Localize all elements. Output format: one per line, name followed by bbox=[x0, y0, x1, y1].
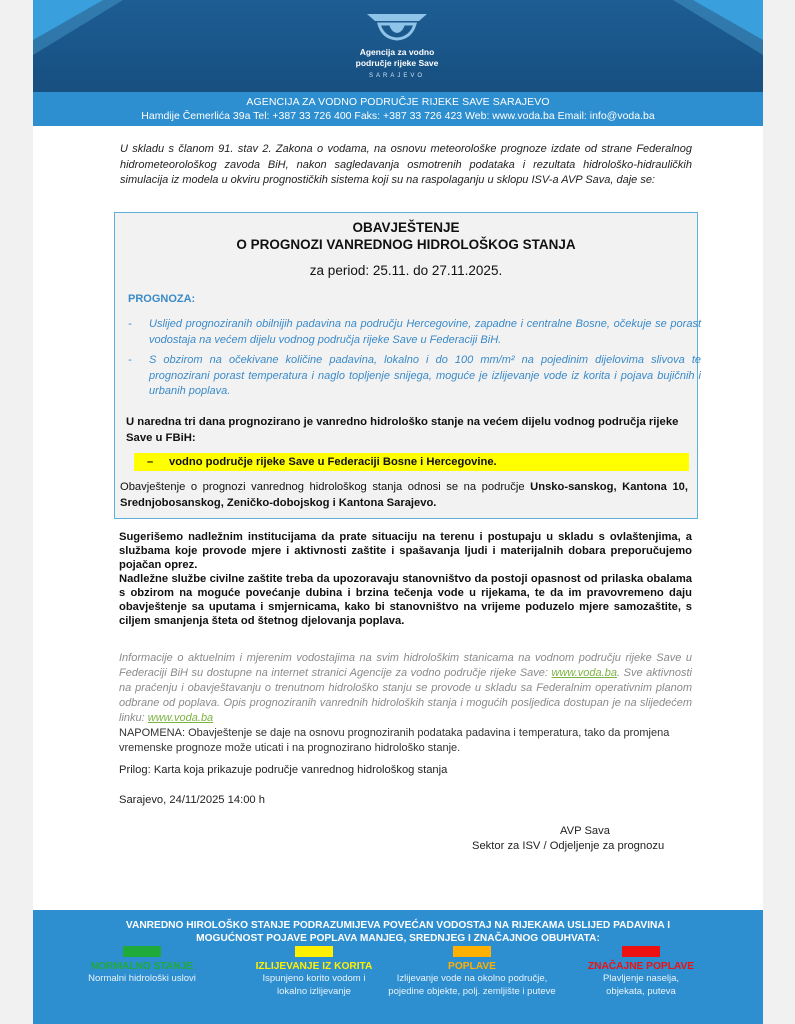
info-paragraph bbox=[119, 651, 692, 726]
legend-item-floods bbox=[387, 946, 557, 998]
legend-desc: objekata, puteva bbox=[606, 986, 676, 997]
legend-desc: Ispunjeno korito vodom i bbox=[262, 973, 366, 984]
cantons-list: Unsko-sanskog, Kantona 10, Srednjobosanskog, Zeničko-dobojskog i Kantona Sarajevo. bbox=[120, 481, 688, 509]
logo-city: SARAJEVO bbox=[368, 73, 425, 79]
place-datetime: Sarajevo, 24/11/2025 14:00 h bbox=[119, 794, 265, 806]
legend-desc: pojedine objekte, polj. zemljište i puteve bbox=[388, 986, 556, 997]
signature-org: AVP Sava bbox=[560, 825, 610, 837]
notice-box bbox=[114, 212, 701, 519]
bullet-dash: - bbox=[128, 354, 132, 366]
forecast-label: PROGNOZA: bbox=[128, 293, 196, 305]
legend-name: POPLAVE bbox=[448, 961, 496, 972]
legend-desc: Plavljenje naselja, bbox=[602, 973, 680, 984]
highlight-dash: – bbox=[147, 456, 154, 468]
footer-title-line: MOGUĆNOST POJAVE POPLAVA MANJEG, SREDNJEG I ZNAČAJNOG OBUHVATA: bbox=[196, 933, 600, 944]
footer-title bbox=[33, 919, 763, 945]
cantons-prefix: Obavještenje o prognozi vanrednog hidrološkog stanja odnosi se na područje bbox=[120, 481, 531, 493]
bullet-dash: - bbox=[128, 318, 132, 330]
legend-item-normal bbox=[57, 946, 227, 985]
notice-subtitle: O PROGNOZI VANREDNOG HIDROLOŠKOG STANJA bbox=[236, 237, 576, 252]
footer-legend bbox=[33, 910, 763, 1024]
agency-address: Hamdije Čemerlića 39a Tel: +387 33 726 400 Faks: +387 33 726 423 Web: www.voda.ba Email: info@voda.ba bbox=[141, 110, 655, 122]
legend-desc: Normalni hidrološki uslovi bbox=[88, 973, 196, 984]
website-link[interactable]: www.voda.ba bbox=[551, 667, 617, 679]
logo-text-line2: područje rijeke Save bbox=[355, 58, 439, 68]
legend-desc: lokalno izlijevanje bbox=[277, 986, 351, 997]
page-margin-right bbox=[763, 0, 795, 1024]
bullet-text: S obzirom na očekivane količine padavina, lokalno i do 100 mm/m² na pojedinim dijelovima slivova te prognozirani porast temperatura i naglo topljenje snijega, moguće je izlijevanje vode iz korita i pojava bujičnih i urbanih poplava. bbox=[149, 354, 701, 397]
signature-dept: Sektor za ISV / Odjeljenje za prognozu bbox=[472, 840, 665, 852]
legend-name: NORMALNO STANJE bbox=[90, 961, 194, 972]
legend-name: IZLIJEVANJE IZ KORITA bbox=[255, 961, 373, 972]
forecast-summary: U naredna tri dana prognozirano je vanredno hidrološko stanje na većem dijelu vodnog područja rijeke Save u FBiH: bbox=[126, 416, 679, 444]
legend-swatch bbox=[123, 946, 161, 957]
info-text: . Sve aktivnosti na praćenju i obavještavanju o trenutnom hidrološko stanju se provode u skladu sa Federalnim operativnim planom odbrane od poplava. Opis prognoziranih vanrednih hidroloških stanja i mogućih posljedica dostupan je na slijedećem linku: bbox=[119, 667, 692, 724]
agency-name: AGENCIJA ZA VODNO PODRUČJE RIJEKE SAVE SARAJEVO bbox=[246, 96, 550, 108]
page-margin-left bbox=[0, 0, 33, 1024]
legend-swatch bbox=[453, 946, 491, 957]
highlighted-area bbox=[134, 453, 689, 471]
corner-decoration bbox=[693, 0, 763, 40]
attachment-line: Prilog: Karta koja prikazuje područje vanrednog hidrološkog stanja bbox=[119, 764, 448, 776]
legend-name: ZNAČAJNE POPLAVE bbox=[587, 961, 695, 972]
legend-item-major-floods bbox=[556, 946, 726, 998]
recommendation-paragraph: Nadležne službe civilne zaštite treba da upozoravaju stanovništvo da postoji opasnost od prilaska obalama s obzirom na moguće povećanje dubina i brzina tečenja vode u rijekama, te da im pravovremeno daju obavještenje sa uputama i smjernicama, kako bi stanovništvo na vrijeme poduzelo mjere samozaštite, s ciljem smanjenja šteta od štetnog djelovanja poplava. bbox=[119, 573, 692, 627]
note-paragraph: NAPOMENA: Obavještenje se daje na osnovu prognoziranih podataka padavina i temperatura, tako da promjena vremenske prognoze može uticati i na prognozirano hidrološko stanje. bbox=[119, 727, 670, 754]
agency-logo-icon bbox=[365, 12, 429, 42]
logo-text-line1: Agencija za vodno bbox=[359, 47, 435, 57]
legend-item-overflow bbox=[229, 946, 399, 998]
intro-paragraph: U skladu s članom 91. stav 2. Zakona o vodama, na osnovu meteorološke prognoze izdate od strane Federalnog hidrometeorološkog zavoda BiH, nakon sagledavanja osmotrenih podataka i rezultata hidrološko-hidrauličkih simulacija iz modela u okviru prognostičkih sistema koji su na raspolaganju u sklopu ISV-a AVP Sava, daje se: bbox=[120, 143, 692, 186]
letterhead bbox=[33, 0, 763, 92]
notice-period: za period: 25.11. do 27.11.2025. bbox=[309, 263, 503, 278]
address-band bbox=[33, 92, 763, 126]
footer-title-line: VANREDNO HIROLOŠKO STANJE PODRAZUMIJEVA POVEĆAN VODOSTAJ NA RIJEKAMA USLIJED PADAVINA I bbox=[125, 920, 671, 931]
highlight-text: vodno područje rijeke Save u Federaciji Bosne i Hercegovine. bbox=[169, 456, 497, 468]
legend-swatch bbox=[622, 946, 660, 957]
legend-swatch bbox=[295, 946, 333, 957]
info-text: Informacije o aktuelnim i mjerenim vodostajima na svim hidrološkim stanicama na vodnom području rijeke Save u Federaciji BiH su dostupne na internet stranici Agencije za vodno područje rijeke Save: bbox=[119, 652, 692, 679]
notice-title: OBAVJEŠTENJE bbox=[352, 220, 460, 235]
legend-desc: Izlijevanje vode na okolno područje, bbox=[396, 973, 548, 984]
cantons-paragraph bbox=[120, 479, 688, 511]
corner-decoration bbox=[33, 0, 103, 40]
website-link[interactable]: www.voda.ba bbox=[147, 712, 214, 724]
bullet-text: Uslijed prognoziranih obilnijih padavina na području Hercegovine, zapadne i centralne Bosne, očekuje se porast vodostaja na većem dijelu vodnog područja rijeke Save u Federaciji BiH. bbox=[149, 318, 701, 346]
recommendations bbox=[119, 530, 692, 628]
recommendation-paragraph: Sugerišemo nadležnim institucijama da prate situaciju na terenu i postupaju u skladu s ovlaštenjima, a službama koje provode mjere i aktivnosti zaštite i spašavanja ljudi i materijalnih dobara preporučujemo pojačan oprez. bbox=[119, 531, 692, 571]
